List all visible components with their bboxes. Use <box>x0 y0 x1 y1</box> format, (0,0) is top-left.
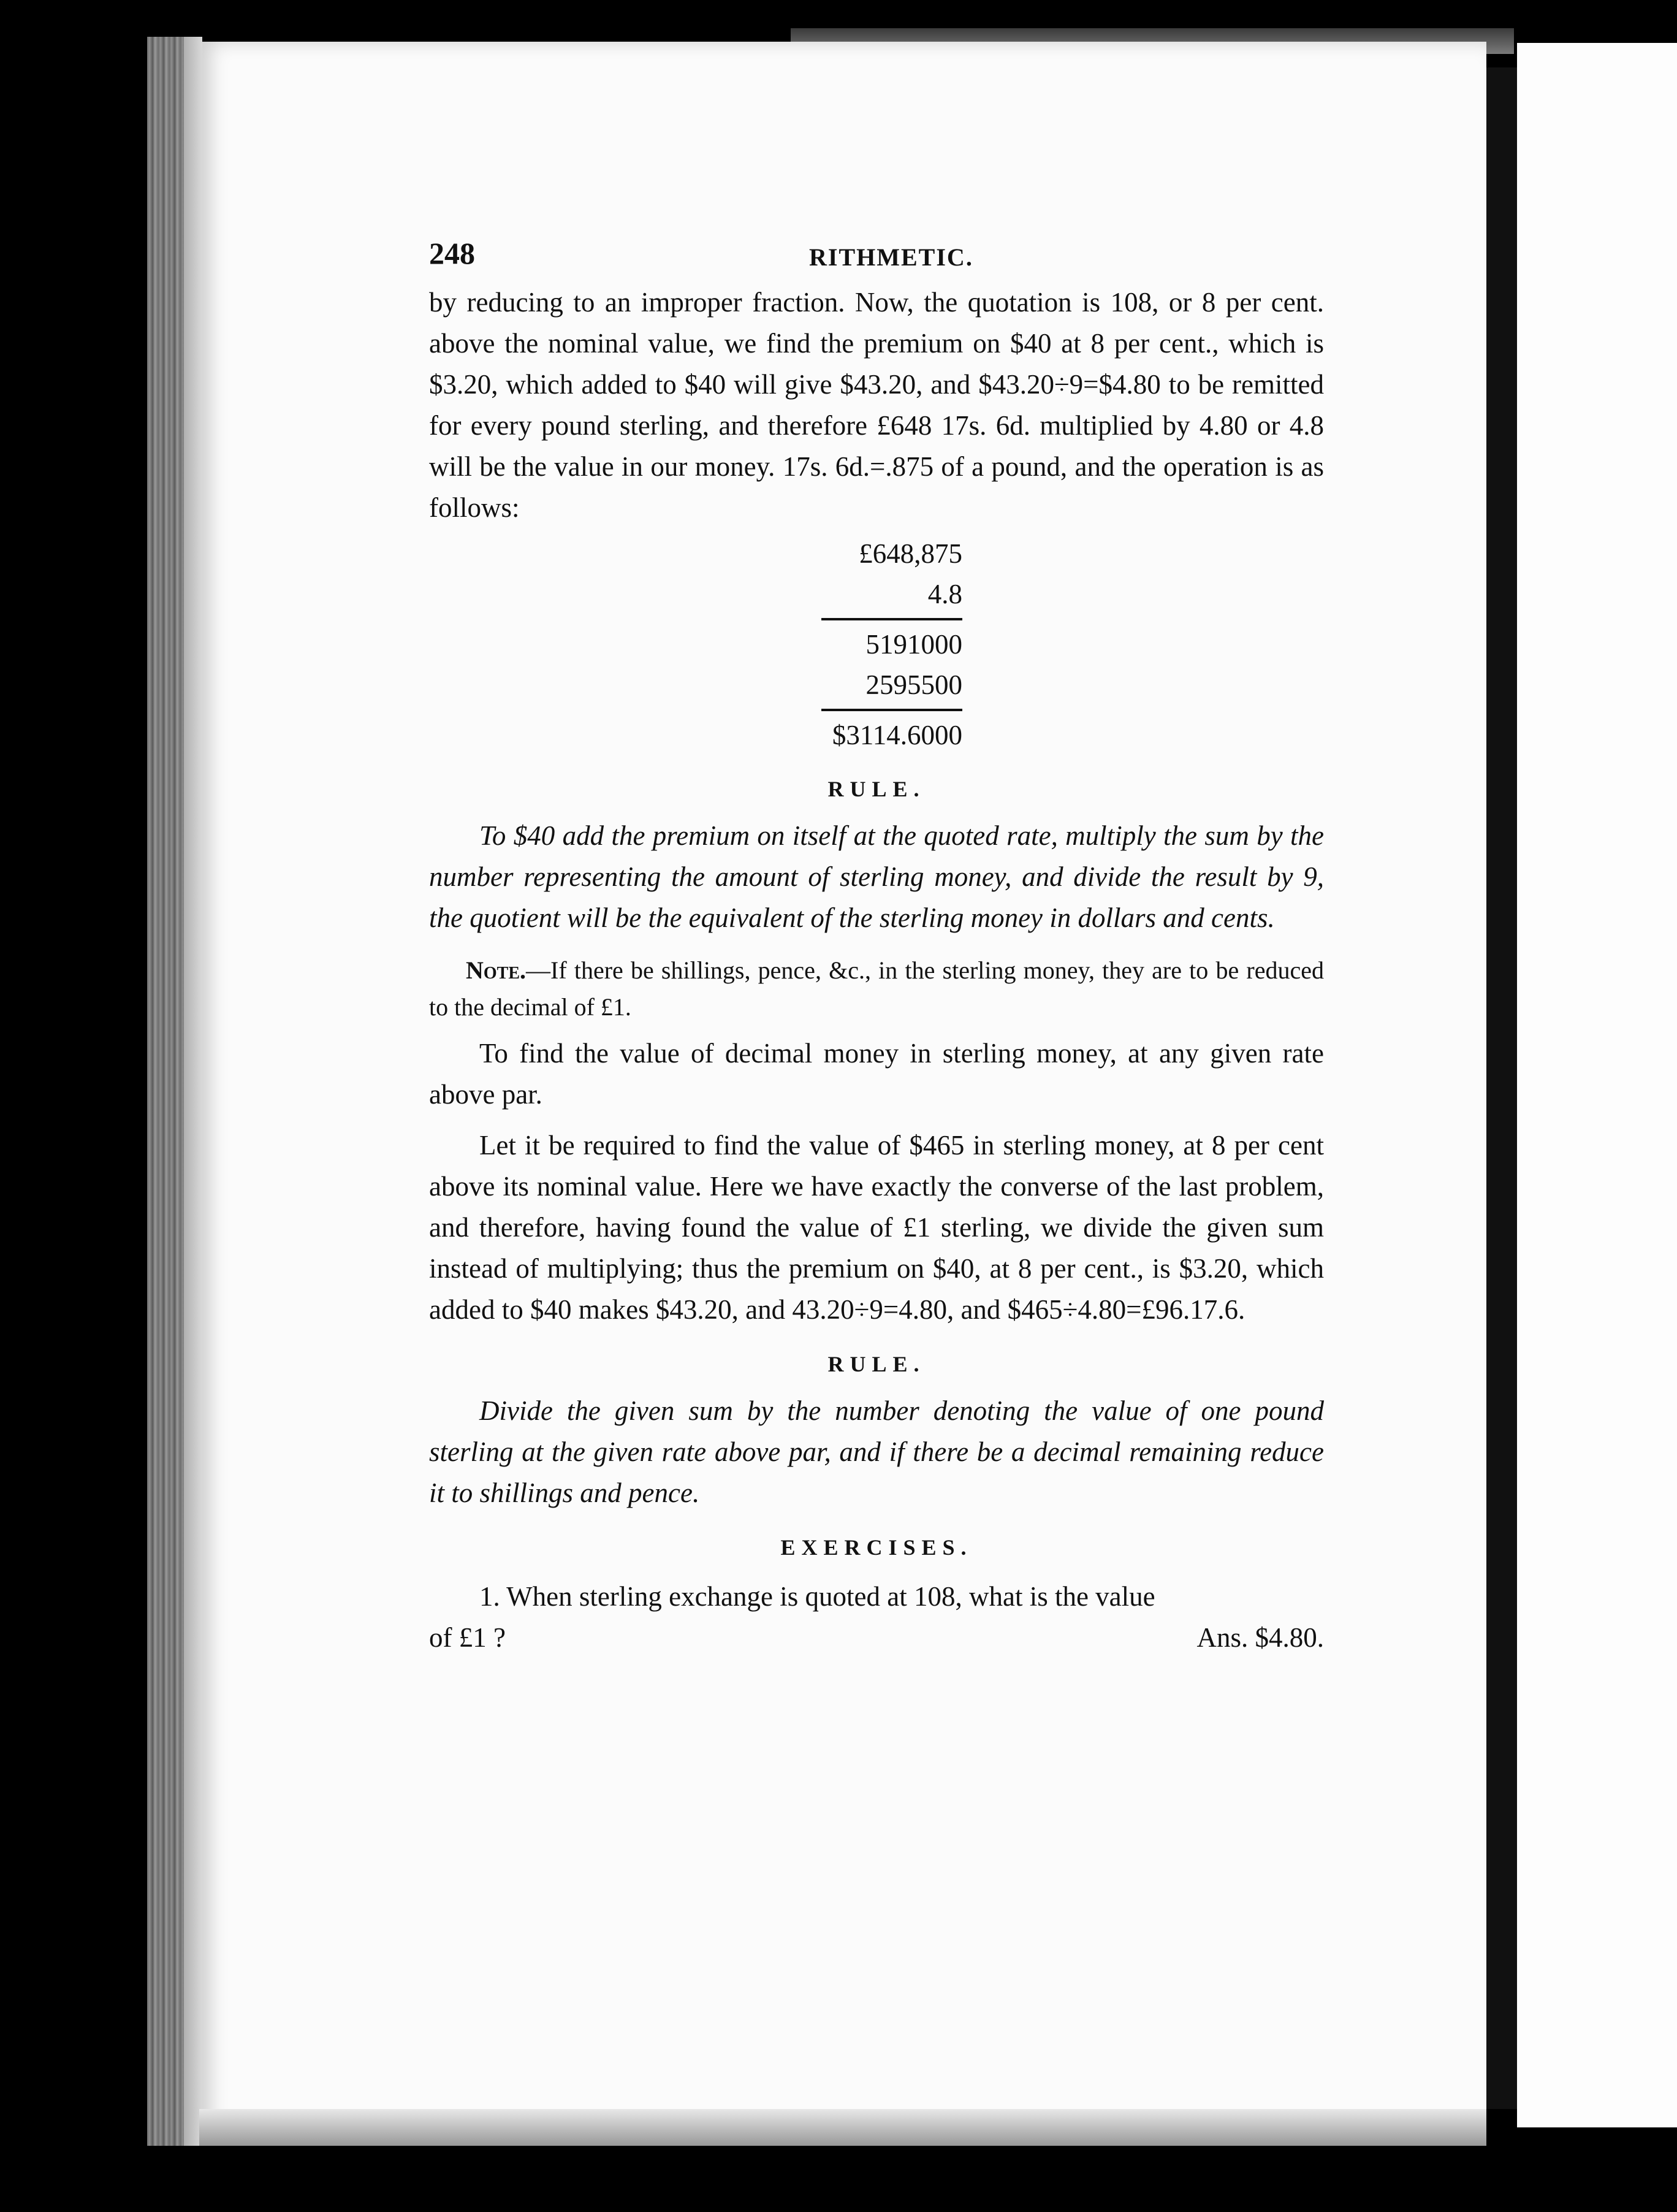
calc-divider <box>821 618 962 620</box>
exercises-heading: EXERCISES. <box>780 1535 973 1560</box>
running-title: RITHMETIC. <box>809 243 973 271</box>
paragraph-sterling-conversion: To find the value of decimal money in sterling money, at any given rate above par. <box>429 1038 1324 1110</box>
exercise-item-continuation: of £1 ? <box>429 1622 506 1653</box>
note-label: Note. <box>466 956 527 984</box>
multiplication-operation <box>803 533 962 755</box>
intro-paragraph: by reducing to an improper fraction. Now, the quotation is 108, or 8 per cent. above the nominal value, we find the premium on $40 at 8 per cent., which is $3.20, which added to $40 will give $43.20, and $43.20÷9=$4.80 to be remitted for every pound sterling, and therefore £648 17s. 6d. multiplied by 4.80 or 4.8 will be the value in our money. 17s. 6d.=.875 of a pound, and the operation is as follows: <box>429 287 1324 523</box>
page-gutter <box>184 37 202 2146</box>
rule-heading: RULE. <box>827 777 926 801</box>
exercise-answer: Ans. $4.80. <box>1196 1622 1324 1653</box>
paragraph-example: Let it be required to find the value of $465 in sterling money, at 8 per cent above its nominal value. Here we have exactly the converse of the last problem, and therefore, having found the value of £1 sterling, we divide the given sum instead of multiplying; thus the premium on $40, at 8 per cent., is $3.20, which added to $40 makes $43.20, and 43.20÷9=4.80, and $465÷4.80=£96.17.6. <box>429 1130 1324 1325</box>
page-bottom-shade <box>199 2109 1486 2146</box>
calc-divider <box>821 709 962 711</box>
rule-text: Divide the given sum by the number denoting the value of one pound sterling at the given rate above par, and if there be a decimal remaining reduce it to shillings and pence. <box>429 1395 1324 1508</box>
running-head <box>429 233 1324 282</box>
calc-result: $3114.6000 <box>832 720 962 750</box>
page-content <box>429 233 1324 1658</box>
calc-partial-product-2: 2595500 <box>865 669 962 700</box>
note <box>429 952 1324 1026</box>
calc-multiplicand: £648,875 <box>859 538 962 569</box>
exercise-answer-line <box>429 1617 1324 1658</box>
note-text: —If there be shillings, pence, &c., in the sterling money, they are to be reduced to the decimal of £1. <box>429 956 1324 1021</box>
rule-heading: RULE. <box>827 1352 926 1376</box>
facing-page <box>1517 43 1677 2127</box>
rule-text: To $40 add the premium on itself at the quoted rate, multiply the sum by the number representing the amount of sterling money, and divide the result by 9, the quotient will be the equivalent of the sterling money in dollars and cents. <box>429 820 1324 933</box>
facing-page-edge <box>1486 67 1517 2109</box>
calc-multiplier: 4.8 <box>927 579 962 609</box>
calc-partial-product-1: 5191000 <box>865 629 962 660</box>
exercise-item: 1. When sterling exchange is quoted at 108, what is the value <box>479 1581 1155 1612</box>
page-number: 248 <box>429 236 475 270</box>
